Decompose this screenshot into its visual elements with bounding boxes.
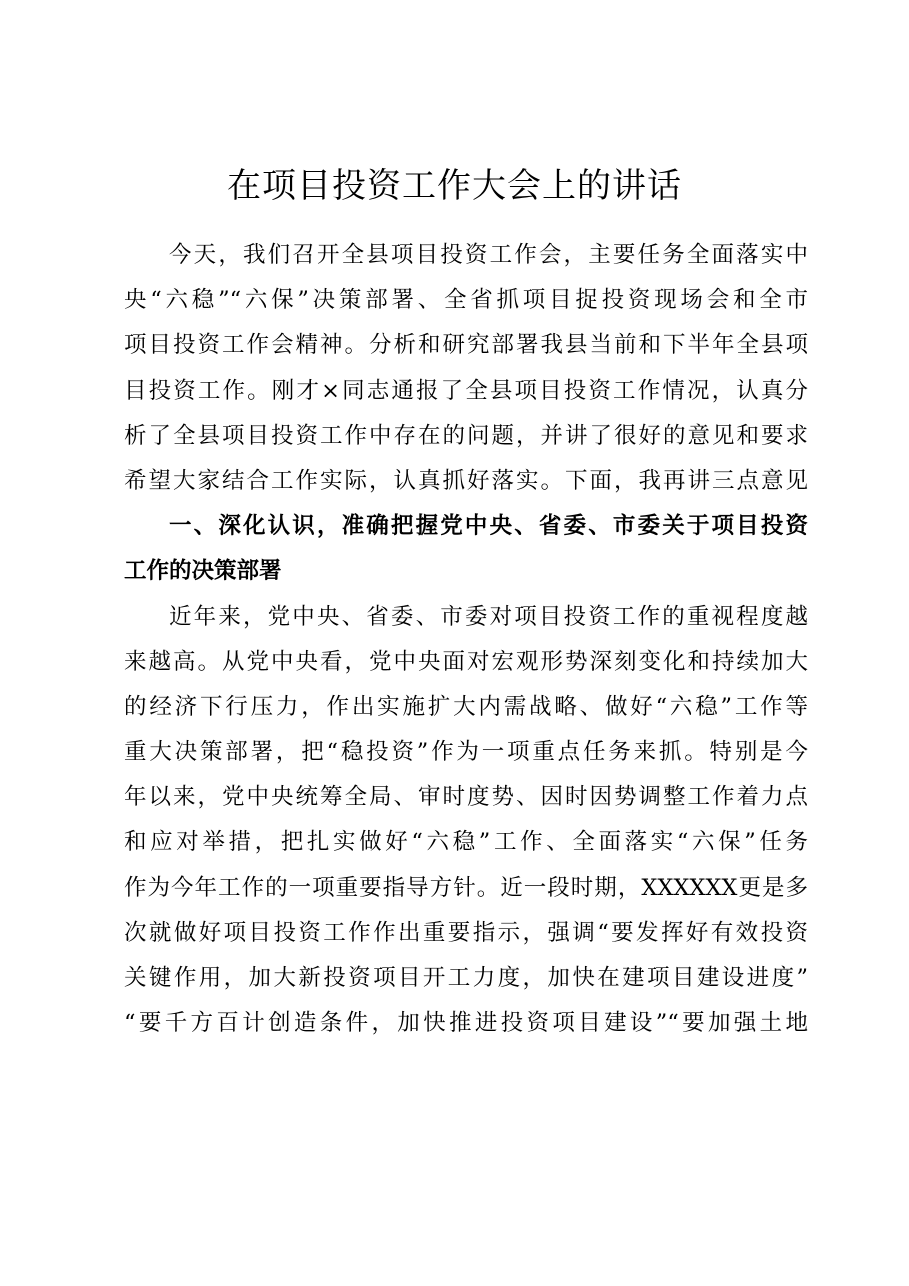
paragraph-line: 析了全县项目投资工作中存在的问题，并讲了很好的意见和要求 <box>124 422 808 449</box>
section-heading-line: 工作的决策部署 <box>124 558 282 585</box>
paragraph-line: 项目投资工作会精神。分析和研究部署我县当前和下半年全县项 <box>124 332 808 359</box>
paragraph-line: 年以来，党中央统筹全局、审时度势、因时因势调整工作着力点 <box>124 784 808 811</box>
paragraph-line: 今天，我们召开全县项目投资工作会，主要任务全面落实中 <box>169 242 808 268</box>
paragraph-line: “要千方百计创造条件，加快推进投资项目建设”“要加强土地 <box>124 1010 808 1037</box>
paragraph-line: 和应对举措，把扎实做好“六稳”工作、全面落实“六保”任务 <box>124 829 808 856</box>
paragraph-line: 来越高。从党中央看，党中央面对宏观形势深刻变化和持续加大 <box>124 648 808 675</box>
paragraph-line: 作为今年工作的一项重要指导方针。近一段时期，XXXXXX更是多 <box>124 874 808 901</box>
paragraph-line: 次就做好项目投资工作作出重要指示，强调“要发挥好有效投资 <box>124 919 808 946</box>
paragraph-line: 希望大家结合工作实际，认真抓好落实。下面，我再讲三点意见 <box>124 467 808 494</box>
paragraph-line: 央“六稳”“六保”决策部署、全省抓项目捉投资现场会和全市 <box>124 287 808 314</box>
paragraph-line: 关键作用，加大新投资项目开工力度，加快在建项目建设进度” <box>124 965 808 991</box>
paragraph-line: 的经济下行压力，作出实施扩大内需战略、做好“六稳”工作等 <box>124 693 808 720</box>
paragraph-line: 近年来，党中央、省委、市委对项目投资工作的重视程度越 <box>169 603 808 630</box>
paragraph-line: 重大决策部署，把“稳投资”作为一项重点任务来抓。特别是今 <box>124 739 808 766</box>
section-heading-line: 一、深化认识，准确把握党中央、省委、市委关于项目投资 <box>169 513 808 540</box>
document-title: 在项目投资工作大会上的讲话 <box>227 166 682 206</box>
paragraph-line: 目投资工作。刚才×同志通报了全县项目投资工作情况，认真分 <box>124 377 808 404</box>
document-body <box>124 233 808 1046</box>
